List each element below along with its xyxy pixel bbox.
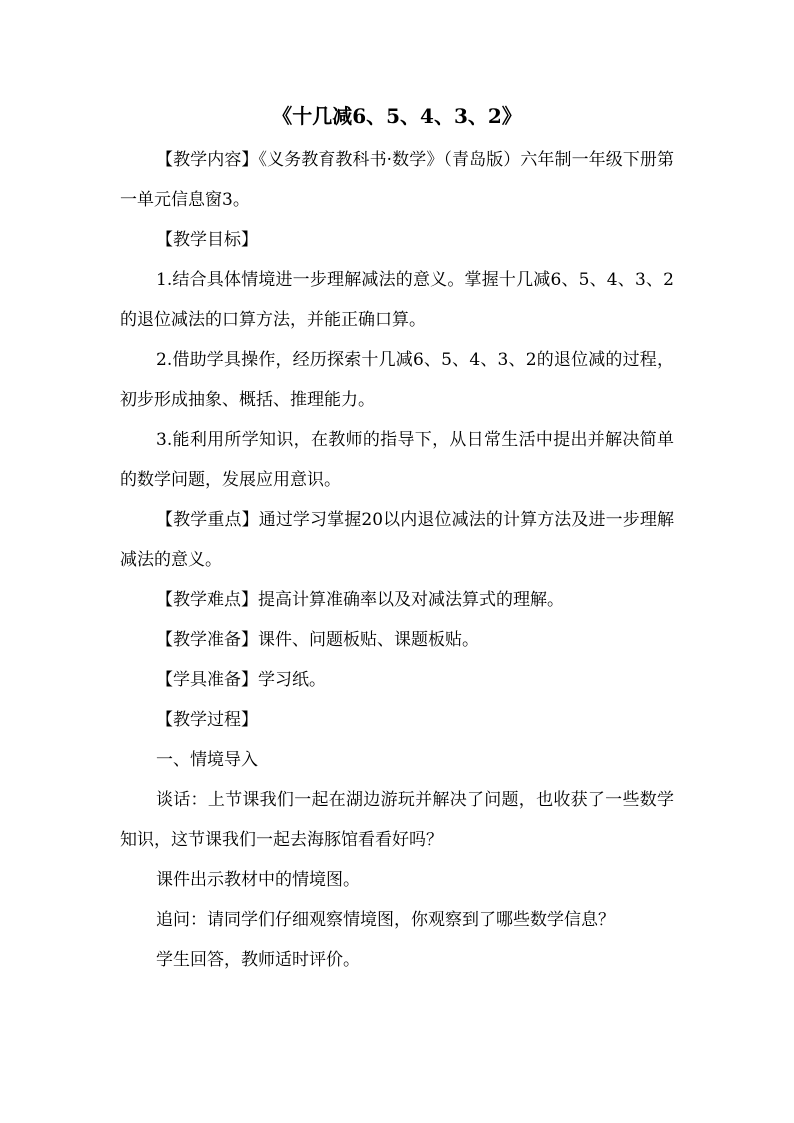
paragraph-text: 谈话：上节课我们一起在湖边游玩并解决了问题，也收获了一些数学知识，这节课我们一起去海豚馆看看好吗？ — [120, 790, 674, 850]
goal-item-1 — [120, 260, 674, 340]
paragraph-text: 学习纸。 — [258, 670, 326, 690]
paragraph-talk — [120, 780, 674, 860]
paragraph-teaching-content — [120, 140, 674, 220]
subheading-scenario-intro — [120, 740, 674, 780]
section-label: 【教学难点】 — [156, 590, 258, 610]
paragraph-difficulties — [120, 580, 674, 620]
paragraph-key-points — [120, 500, 674, 580]
section-label: 【教学目标】 — [156, 230, 258, 250]
paragraph-text: 一、情境导入 — [156, 750, 258, 770]
paragraph-text: 课件、问题板贴、课题板贴。 — [258, 630, 479, 650]
paragraph-text: 1.结合具体情境进一步理解减法的意义。掌握十几减6、5、4、3、2的退位减法的口算方法，并能正确口算。 — [120, 270, 674, 330]
paragraph-teaching-prep — [120, 620, 674, 660]
paragraph-follow-up — [120, 900, 674, 940]
section-label: 【教学重点】 — [156, 510, 259, 530]
paragraph-text: 3.能利用所学知识，在教师的指导下，从日常生活中提出并解决简单的数学问题，发展应用意识。 — [120, 430, 674, 490]
goal-item-3 — [120, 420, 674, 500]
paragraph-student-answer — [120, 940, 674, 980]
section-label: 【教学准备】 — [156, 630, 258, 650]
section-label: 【学具准备】 — [156, 670, 258, 690]
paragraph-text: 提高计算准确率以及对减法算式的理解。 — [258, 590, 564, 610]
section-label: 【教学内容】 — [156, 150, 259, 170]
paragraph-text: 通过学习掌握20以内退位减法的计算方法及进一步理解减法的意义。 — [120, 510, 674, 570]
heading-teaching-process — [120, 700, 674, 740]
paragraph-text: 学生回答，教师适时评价。 — [156, 950, 360, 970]
document-title: 《十几减6、5、4、3、2》 — [272, 104, 522, 128]
paragraph-show-courseware — [120, 860, 674, 900]
paragraph-text: 课件出示教材中的情境图。 — [156, 870, 360, 890]
paragraph-text: 追问：请同学们仔细观察情境图，你观察到了哪些数学信息？ — [156, 910, 615, 930]
paragraph-text: 《义务教育教科书·数学》（青岛版）六年制一年级下册第一单元信息窗3。 — [120, 150, 675, 210]
paragraph-text: 2.借助学具操作，经历探索十几减6、5、4、3、2的退位减的过程，初步形成抽象、概括、推理能力。 — [120, 350, 674, 410]
section-label: 【教学过程】 — [156, 710, 258, 730]
goal-item-2 — [120, 340, 674, 420]
heading-teaching-goals — [120, 220, 674, 260]
paragraph-student-prep — [120, 660, 674, 700]
